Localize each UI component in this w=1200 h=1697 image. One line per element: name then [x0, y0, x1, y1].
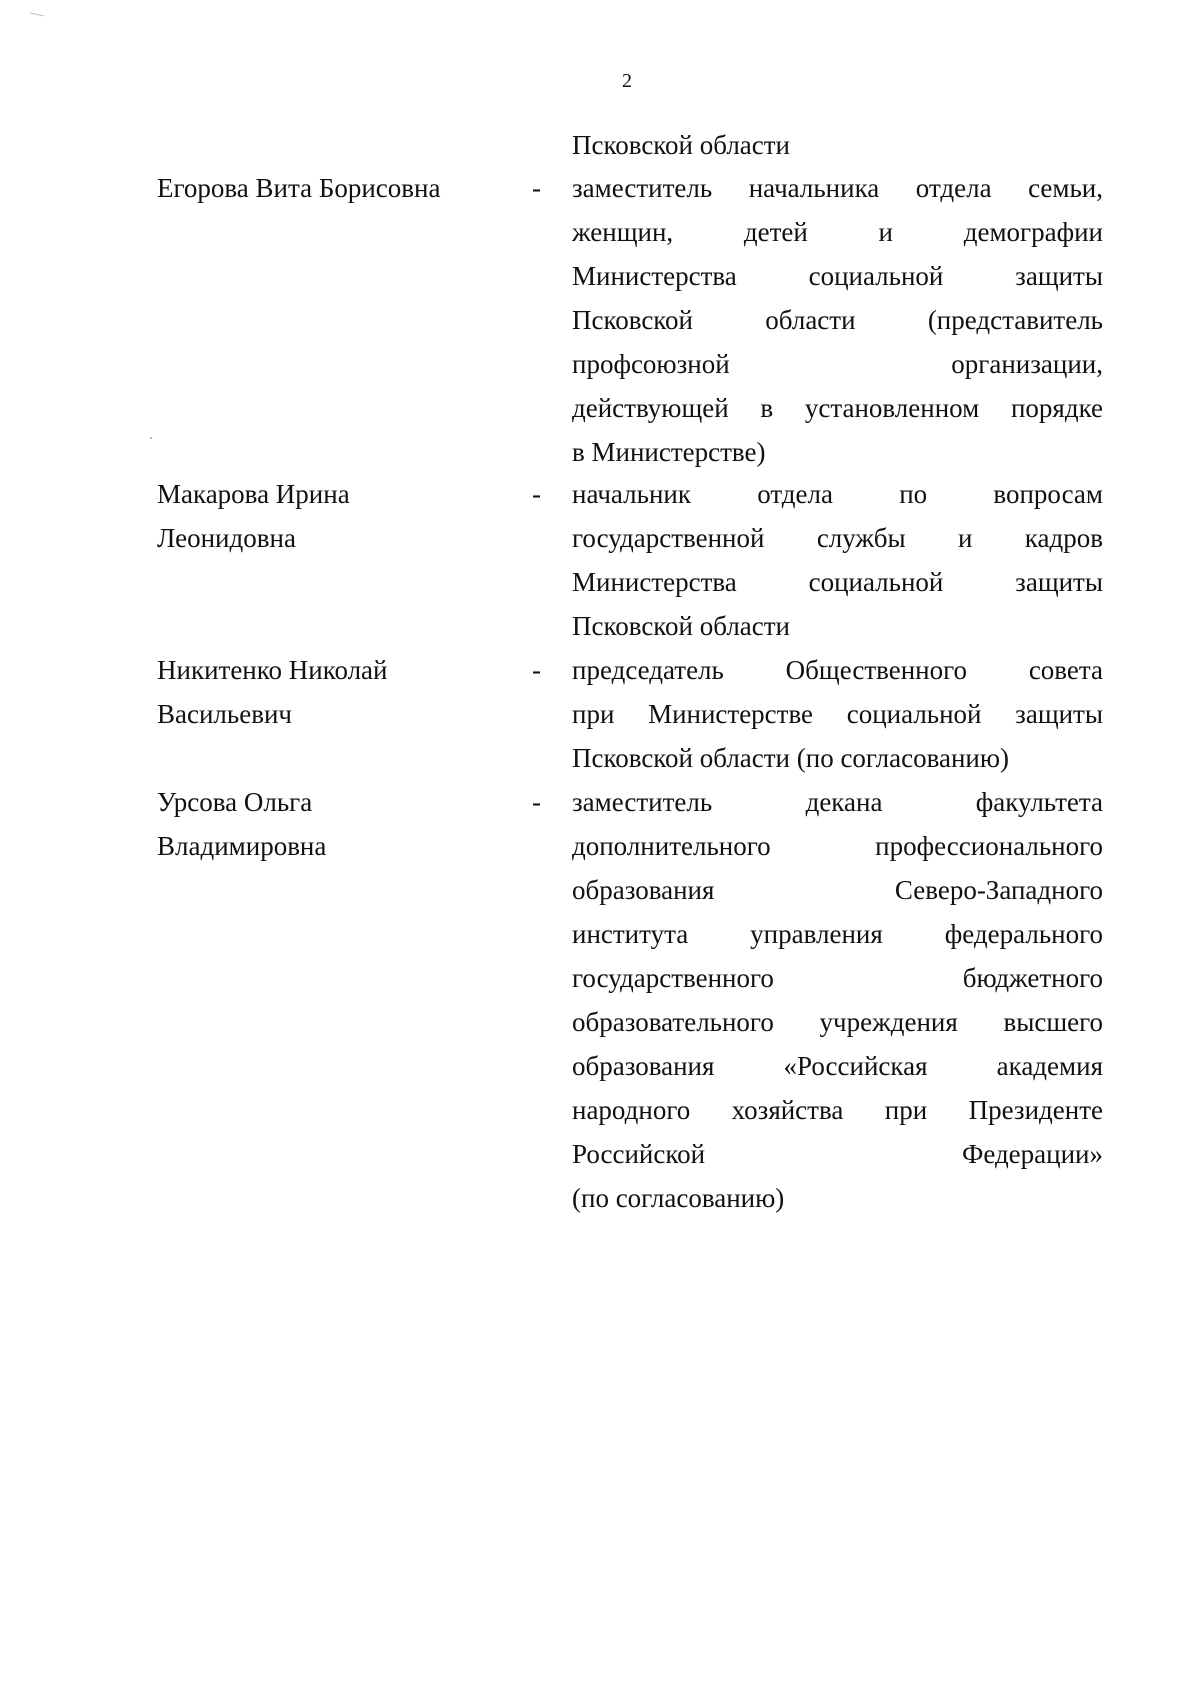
member-position — [572, 166, 1103, 474]
position-line: профсоюзной организации, — [572, 349, 1103, 379]
position-line: при Министерстве социальной защиты — [572, 699, 1103, 729]
dash-separator: - — [532, 173, 541, 203]
position-line: Псковской области (по согласованию) — [572, 743, 1010, 773]
position-line: дополнительного профессионального — [572, 831, 1103, 861]
position-line: государственного бюджетного — [572, 963, 1103, 993]
member-name — [157, 648, 497, 736]
member-name — [157, 472, 497, 560]
position-line: в Министерстве) — [572, 437, 766, 467]
position-line: образования Северо-Западного — [572, 875, 1103, 905]
member-name-line: Леонидовна — [157, 523, 296, 553]
dash-separator: - — [532, 655, 541, 685]
position-line: образования «Российская академия — [572, 1051, 1103, 1081]
position-line: института управления федерального — [572, 919, 1103, 949]
carry-over-text: Псковской области — [572, 130, 791, 160]
position-line: Российской Федерации» — [572, 1139, 1103, 1169]
position-line: Министерства социальной защиты — [572, 261, 1103, 291]
position-line: образовательного учреждения высшего — [572, 1007, 1103, 1037]
member-name-line: Никитенко Николай — [157, 655, 388, 685]
scan-speck — [150, 437, 152, 439]
position-line: Псковской области (представитель — [572, 305, 1103, 335]
member-name-line: Владимировна — [157, 831, 327, 861]
member-name — [157, 780, 497, 868]
position-line: председатель Общественного совета — [572, 655, 1103, 685]
member-name-line: Урсова Ольга — [157, 787, 313, 817]
position-line: Псковской области — [572, 611, 791, 641]
position-line: Министерства социальной защиты — [572, 567, 1103, 597]
dash-separator: - — [532, 787, 541, 817]
scan-mark — [30, 13, 44, 17]
page-number: 2 — [622, 70, 632, 92]
member-position — [572, 780, 1103, 1220]
position-line: (по согласованию) — [572, 1183, 785, 1213]
position-line: государственной службы и кадров — [572, 523, 1103, 553]
position-line: действующей в установленном порядке — [572, 393, 1103, 423]
member-name-line: Васильевич — [157, 699, 292, 729]
position-line: заместитель начальника отдела семьи, — [572, 173, 1103, 203]
dash-separator: - — [532, 479, 541, 509]
position-line: женщин, детей и демографии — [572, 217, 1103, 247]
member-position — [572, 648, 1103, 780]
member-name-line: Макарова Ирина — [157, 479, 350, 509]
member-position — [572, 472, 1103, 648]
position-line: народного хозяйства при Президенте — [572, 1095, 1103, 1125]
position-line: заместитель декана факультета — [572, 787, 1103, 817]
member-name-line: Егорова Вита Борисовна — [157, 173, 441, 203]
member-name — [157, 166, 497, 210]
position-line: начальник отдела по вопросам — [572, 479, 1103, 509]
